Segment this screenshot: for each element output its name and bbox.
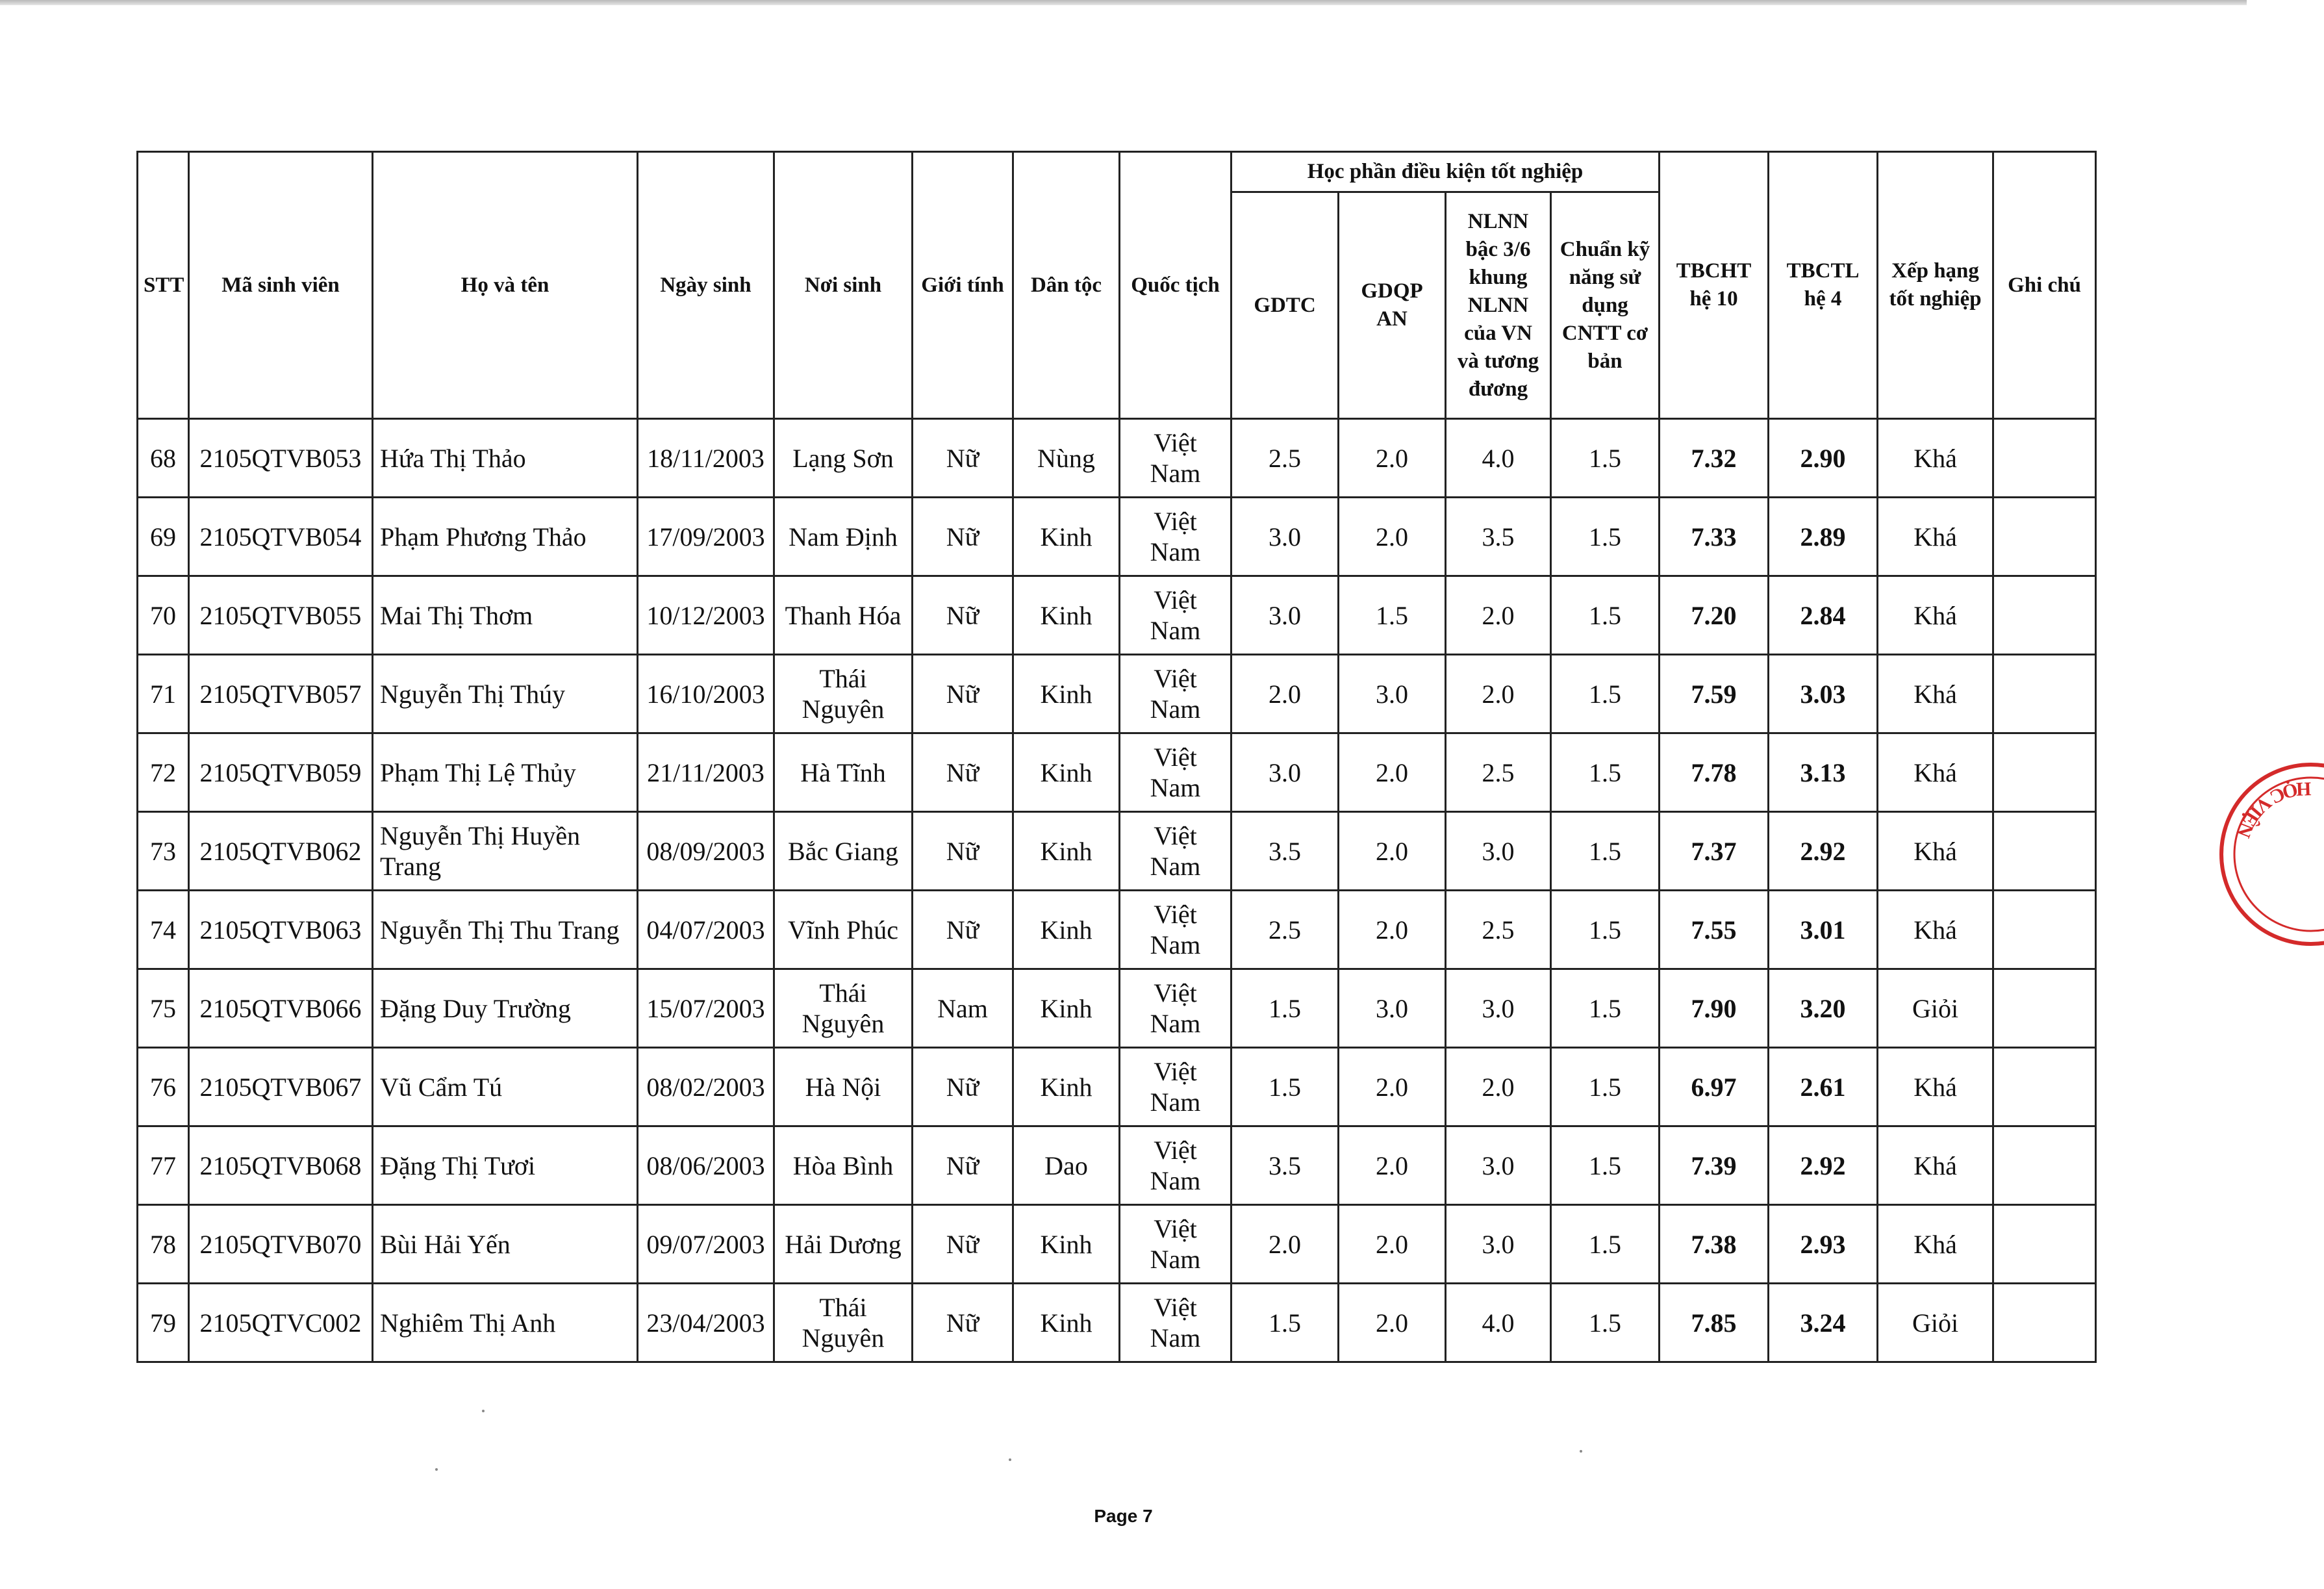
cell-nlnn: 3.5	[1446, 498, 1551, 576]
cell-stt: 75	[138, 969, 189, 1048]
cell-stt: 74	[138, 891, 189, 969]
cell-ethnicity: Kinh	[1013, 655, 1120, 733]
cell-ranking: Khá	[1878, 812, 1993, 891]
cell-stt: 68	[138, 419, 189, 498]
cell-tbcht: 7.32	[1660, 419, 1769, 498]
cell-gdtc: 2.5	[1231, 419, 1339, 498]
cell-birthplace: Hải Dương	[774, 1205, 913, 1284]
cell-notes	[1993, 498, 2096, 576]
cell-full-name: Bùi Hải Yến	[373, 1205, 638, 1284]
cell-student-id: 2105QTVB063	[189, 891, 373, 969]
cell-birth-date: 16/10/2003	[638, 655, 774, 733]
cell-ethnicity: Kinh	[1013, 1048, 1120, 1126]
cell-nlnn: 3.0	[1446, 812, 1551, 891]
cell-tbcht: 7.39	[1660, 1126, 1769, 1205]
cell-tbctl: 2.61	[1769, 1048, 1878, 1126]
cell-gdqp: 2.0	[1339, 498, 1446, 576]
cell-full-name: Phạm Thị Lệ Thủy	[373, 733, 638, 812]
cell-ethnicity: Kinh	[1013, 733, 1120, 812]
cell-gdqp: 2.0	[1339, 419, 1446, 498]
cell-ethnicity: Kinh	[1013, 812, 1120, 891]
header-gdqp: GDQP AN	[1339, 192, 1446, 419]
cell-tbctl: 2.84	[1769, 576, 1878, 655]
cell-nlnn: 3.0	[1446, 1126, 1551, 1205]
table-row	[138, 1205, 2096, 1284]
cell-cntt: 1.5	[1551, 498, 1660, 576]
cell-nlnn: 2.5	[1446, 891, 1551, 969]
cell-gender: Nữ	[913, 1048, 1013, 1126]
cell-ranking: Giỏi	[1878, 969, 1993, 1048]
cell-birth-date: 21/11/2003	[638, 733, 774, 812]
cell-tbctl: 3.20	[1769, 969, 1878, 1048]
cell-notes	[1993, 891, 2096, 969]
cell-student-id: 2105QTVB057	[189, 655, 373, 733]
cell-ranking: Khá	[1878, 498, 1993, 576]
cell-tbcht: 7.90	[1660, 969, 1769, 1048]
cell-ranking: Khá	[1878, 1126, 1993, 1205]
cell-tbcht: 7.85	[1660, 1284, 1769, 1362]
cell-gdtc: 2.0	[1231, 1205, 1339, 1284]
cell-birth-date: 17/09/2003	[638, 498, 774, 576]
cell-gender: Nam	[913, 969, 1013, 1048]
cell-gdtc: 1.5	[1231, 1048, 1339, 1126]
cell-tbcht: 7.33	[1660, 498, 1769, 576]
cell-gdtc: 1.5	[1231, 1284, 1339, 1362]
cell-ranking: Khá	[1878, 733, 1993, 812]
header-nationality: Quốc tịch	[1120, 152, 1231, 419]
cell-notes	[1993, 733, 2096, 812]
cell-cntt: 1.5	[1551, 891, 1660, 969]
cell-nlnn: 3.0	[1446, 969, 1551, 1048]
cell-gdqp: 3.0	[1339, 969, 1446, 1048]
cell-nlnn: 2.0	[1446, 1048, 1551, 1126]
cell-gdtc: 2.5	[1231, 891, 1339, 969]
table-row	[138, 1284, 2096, 1362]
cell-cntt: 1.5	[1551, 1284, 1660, 1362]
cell-tbctl: 2.89	[1769, 498, 1878, 576]
cell-cntt: 1.5	[1551, 419, 1660, 498]
cell-gender: Nữ	[913, 1126, 1013, 1205]
header-gdtc: GDTC	[1231, 192, 1339, 419]
cell-tbctl: 2.92	[1769, 812, 1878, 891]
cell-tbcht: 7.78	[1660, 733, 1769, 812]
header-nlnn: NLNN bậc 3/6 khung NLNN của VN và tương đương	[1446, 192, 1551, 419]
graduation-table	[136, 151, 2097, 1363]
cell-stt: 76	[138, 1048, 189, 1126]
cell-stt: 78	[138, 1205, 189, 1284]
cell-full-name: Vũ Cẩm Tú	[373, 1048, 638, 1126]
cell-gdqp: 2.0	[1339, 1284, 1446, 1362]
header-row-1	[138, 152, 2096, 192]
header-birthplace: Nơi sinh	[774, 152, 913, 419]
cell-student-id: 2105QTVB059	[189, 733, 373, 812]
cell-birth-date: 04/07/2003	[638, 891, 774, 969]
cell-cntt: 1.5	[1551, 576, 1660, 655]
cell-nationality: Việt Nam	[1120, 812, 1231, 891]
table-row	[138, 733, 2096, 812]
cell-nlnn: 3.0	[1446, 1205, 1551, 1284]
cell-stt: 79	[138, 1284, 189, 1362]
cell-nationality: Việt Nam	[1120, 419, 1231, 498]
cell-ethnicity: Kinh	[1013, 498, 1120, 576]
cell-cntt: 1.5	[1551, 1126, 1660, 1205]
header-tbcht: TBCHT hệ 10	[1660, 152, 1769, 419]
cell-ranking: Khá	[1878, 655, 1993, 733]
cell-nlnn: 4.0	[1446, 1284, 1551, 1362]
cell-gender: Nữ	[913, 891, 1013, 969]
cell-birthplace: Nam Định	[774, 498, 913, 576]
cell-birthplace: Hòa Bình	[774, 1126, 913, 1205]
cell-cntt: 1.5	[1551, 969, 1660, 1048]
cell-gender: Nữ	[913, 812, 1013, 891]
cell-stt: 72	[138, 733, 189, 812]
cell-ranking: Giỏi	[1878, 1284, 1993, 1362]
red-seal-stamp	[2201, 757, 2324, 952]
cell-birth-date: 15/07/2003	[638, 969, 774, 1048]
cell-nationality: Việt Nam	[1120, 1284, 1231, 1362]
cell-notes	[1993, 1126, 2096, 1205]
cell-gender: Nữ	[913, 1205, 1013, 1284]
cell-gender: Nữ	[913, 1284, 1013, 1362]
cell-student-id: 2105QTVB053	[189, 419, 373, 498]
table-row	[138, 891, 2096, 969]
cell-birth-date: 18/11/2003	[638, 419, 774, 498]
cell-tbctl: 3.13	[1769, 733, 1878, 812]
cell-gdtc: 3.5	[1231, 1126, 1339, 1205]
cell-tbcht: 7.38	[1660, 1205, 1769, 1284]
header-tbctl: TBCTL hệ 4	[1769, 152, 1878, 419]
cell-nlnn: 4.0	[1446, 419, 1551, 498]
cell-gender: Nữ	[913, 498, 1013, 576]
cell-tbctl: 2.92	[1769, 1126, 1878, 1205]
header-student-id: Mã sinh viên	[189, 152, 373, 419]
cell-tbcht: 7.20	[1660, 576, 1769, 655]
cell-nlnn: 2.0	[1446, 655, 1551, 733]
cell-cntt: 1.5	[1551, 1048, 1660, 1126]
cell-gdqp: 2.0	[1339, 812, 1446, 891]
cell-nationality: Việt Nam	[1120, 1205, 1231, 1284]
scan-speck	[482, 1410, 485, 1412]
cell-birthplace: Bắc Giang	[774, 812, 913, 891]
header-gender: Giới tính	[913, 152, 1013, 419]
cell-gdqp: 1.5	[1339, 576, 1446, 655]
table-row	[138, 1048, 2096, 1126]
header-birth-date: Ngày sinh	[638, 152, 774, 419]
cell-full-name: Đặng Duy Trường	[373, 969, 638, 1048]
cell-gdtc: 1.5	[1231, 969, 1339, 1048]
cell-tbctl: 3.24	[1769, 1284, 1878, 1362]
cell-nationality: Việt Nam	[1120, 891, 1231, 969]
cell-ranking: Khá	[1878, 1048, 1993, 1126]
cell-gdqp: 3.0	[1339, 655, 1446, 733]
cell-ethnicity: Kinh	[1013, 1205, 1120, 1284]
cell-notes	[1993, 1205, 2096, 1284]
cell-tbctl: 2.90	[1769, 419, 1878, 498]
cell-birthplace: Hà Nội	[774, 1048, 913, 1126]
scan-speck	[435, 1468, 438, 1471]
cell-student-id: 2105QTVB054	[189, 498, 373, 576]
cell-birth-date: 08/09/2003	[638, 812, 774, 891]
cell-birthplace: Thái Nguyên	[774, 655, 913, 733]
cell-birth-date: 08/02/2003	[638, 1048, 774, 1126]
cell-notes	[1993, 1284, 2096, 1362]
cell-nlnn: 2.5	[1446, 733, 1551, 812]
cell-gdqp: 2.0	[1339, 733, 1446, 812]
cell-gdtc: 3.0	[1231, 576, 1339, 655]
cell-notes	[1993, 969, 2096, 1048]
cell-birthplace: Hà Tĩnh	[774, 733, 913, 812]
header-notes: Ghi chú	[1993, 152, 2096, 419]
cell-gdqp: 2.0	[1339, 891, 1446, 969]
cell-stt: 70	[138, 576, 189, 655]
cell-gdqp: 2.0	[1339, 1205, 1446, 1284]
cell-ranking: Khá	[1878, 419, 1993, 498]
svg-text:HỌC VIỆN	[2232, 778, 2312, 841]
scan-speck	[1009, 1458, 1011, 1461]
cell-full-name: Hứa Thị Thảo	[373, 419, 638, 498]
header-graduation-conditions: Học phần điều kiện tốt nghiệp	[1231, 152, 1660, 192]
table-row	[138, 1126, 2096, 1205]
cell-ethnicity: Dao	[1013, 1126, 1120, 1205]
table-row	[138, 969, 2096, 1048]
cell-notes	[1993, 1048, 2096, 1126]
cell-tbcht: 7.55	[1660, 891, 1769, 969]
cell-full-name: Mai Thị Thơm	[373, 576, 638, 655]
seal-graphic	[2201, 757, 2324, 952]
cell-ranking: Khá	[1878, 891, 1993, 969]
cell-full-name: Nguyễn Thị Thúy	[373, 655, 638, 733]
table-body	[138, 419, 2096, 1362]
cell-notes	[1993, 419, 2096, 498]
cell-student-id: 2105QTVB070	[189, 1205, 373, 1284]
cell-tbcht: 7.59	[1660, 655, 1769, 733]
cell-gender: Nữ	[913, 733, 1013, 812]
table-row	[138, 655, 2096, 733]
cell-student-id: 2105QTVB068	[189, 1126, 373, 1205]
cell-tbctl: 3.03	[1769, 655, 1878, 733]
cell-notes	[1993, 812, 2096, 891]
cell-tbcht: 7.37	[1660, 812, 1769, 891]
cell-ethnicity: Nùng	[1013, 419, 1120, 498]
cell-student-id: 2105QTVC002	[189, 1284, 373, 1362]
cell-gender: Nữ	[913, 576, 1013, 655]
scan-edge	[0, 0, 2247, 5]
cell-nlnn: 2.0	[1446, 576, 1551, 655]
cell-full-name: Nghiêm Thị Anh	[373, 1284, 638, 1362]
cell-nationality: Việt Nam	[1120, 733, 1231, 812]
cell-birth-date: 08/06/2003	[638, 1126, 774, 1205]
cell-ranking: Khá	[1878, 1205, 1993, 1284]
cell-tbcht: 6.97	[1660, 1048, 1769, 1126]
cell-nationality: Việt Nam	[1120, 969, 1231, 1048]
table-row	[138, 812, 2096, 891]
cell-tbctl: 2.93	[1769, 1205, 1878, 1284]
table-row	[138, 419, 2096, 498]
cell-tbctl: 3.01	[1769, 891, 1878, 969]
cell-stt: 73	[138, 812, 189, 891]
header-cntt: Chuẩn kỹ năng sử dụng CNTT cơ bản	[1551, 192, 1660, 419]
header-ranking: Xếp hạng tốt nghiệp	[1878, 152, 1993, 419]
cell-student-id: 2105QTVB067	[189, 1048, 373, 1126]
cell-birthplace: Thái Nguyên	[774, 969, 913, 1048]
cell-birth-date: 10/12/2003	[638, 576, 774, 655]
cell-full-name: Nguyễn Thị Huyền Trang	[373, 812, 638, 891]
cell-birth-date: 09/07/2003	[638, 1205, 774, 1284]
cell-gdtc: 3.0	[1231, 733, 1339, 812]
cell-nationality: Việt Nam	[1120, 576, 1231, 655]
cell-cntt: 1.5	[1551, 1205, 1660, 1284]
graduation-table-container	[136, 151, 2095, 1363]
cell-gdqp: 2.0	[1339, 1048, 1446, 1126]
cell-nationality: Việt Nam	[1120, 1048, 1231, 1126]
cell-ranking: Khá	[1878, 576, 1993, 655]
cell-birth-date: 23/04/2003	[638, 1284, 774, 1362]
cell-gdqp: 2.0	[1339, 1126, 1446, 1205]
cell-gdtc: 2.0	[1231, 655, 1339, 733]
cell-gender: Nữ	[913, 655, 1013, 733]
cell-cntt: 1.5	[1551, 733, 1660, 812]
cell-stt: 71	[138, 655, 189, 733]
scan-speck	[1580, 1450, 1582, 1453]
table-row	[138, 498, 2096, 576]
cell-stt: 69	[138, 498, 189, 576]
cell-ethnicity: Kinh	[1013, 969, 1120, 1048]
header-ethnicity: Dân tộc	[1013, 152, 1120, 419]
cell-gdtc: 3.5	[1231, 812, 1339, 891]
page-number: Page 7	[1094, 1506, 1153, 1526]
header-full-name: Họ và tên	[373, 152, 638, 419]
cell-ethnicity: Kinh	[1013, 891, 1120, 969]
cell-birthplace: Lạng Sơn	[774, 419, 913, 498]
cell-stt: 77	[138, 1126, 189, 1205]
cell-notes	[1993, 576, 2096, 655]
cell-cntt: 1.5	[1551, 812, 1660, 891]
cell-birthplace: Thái Nguyên	[774, 1284, 913, 1362]
cell-ethnicity: Kinh	[1013, 576, 1120, 655]
cell-student-id: 2105QTVB062	[189, 812, 373, 891]
seal-text: HỌC VIỆN	[2232, 778, 2312, 841]
cell-nationality: Việt Nam	[1120, 498, 1231, 576]
cell-gdtc: 3.0	[1231, 498, 1339, 576]
cell-full-name: Đặng Thị Tươi	[373, 1126, 638, 1205]
cell-birthplace: Thanh Hóa	[774, 576, 913, 655]
cell-nationality: Việt Nam	[1120, 655, 1231, 733]
cell-birthplace: Vĩnh Phúc	[774, 891, 913, 969]
cell-ethnicity: Kinh	[1013, 1284, 1120, 1362]
cell-student-id: 2105QTVB066	[189, 969, 373, 1048]
cell-student-id: 2105QTVB055	[189, 576, 373, 655]
cell-gender: Nữ	[913, 419, 1013, 498]
cell-nationality: Việt Nam	[1120, 1126, 1231, 1205]
cell-notes	[1993, 655, 2096, 733]
cell-full-name: Phạm Phương Thảo	[373, 498, 638, 576]
cell-full-name: Nguyễn Thị Thu Trang	[373, 891, 638, 969]
cell-cntt: 1.5	[1551, 655, 1660, 733]
header-stt: STT	[138, 152, 189, 419]
table-row	[138, 576, 2096, 655]
